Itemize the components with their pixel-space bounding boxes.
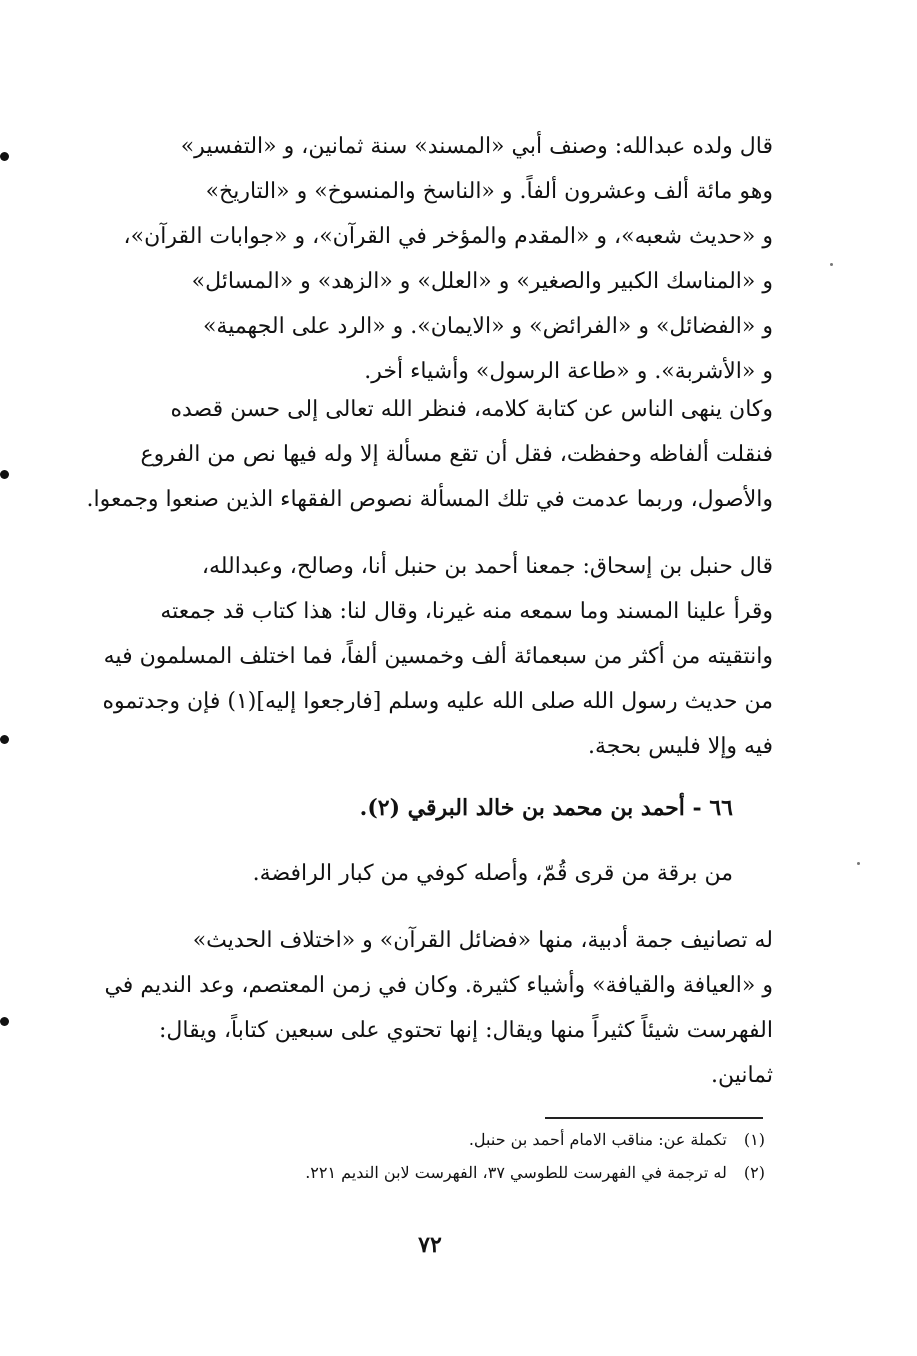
text-line: و «حديث شعبه»، و «المقدم والمؤخر في القرآن»، و «جوابات القرآن»، [123, 224, 773, 249]
binding-hole-mark [0, 152, 9, 161]
text-line: و «العيافة والقيافة» وأشياء كثيرة. وكان في زمن المعتصم، وعد النديم في [104, 973, 773, 998]
footnote-number: (١) [743, 1130, 765, 1149]
entry-heading: ٦٦ - أحمد بن محمد بن خالد البرقي (٢). [359, 795, 733, 821]
text-line: فنقلت ألفاظه وحفظت، فقل أن تقع مسألة إلا وله فيها نص من الفروع [140, 442, 773, 467]
text-line: من حديث رسول الله صلى الله عليه وسلم [فارجعوا إليه](١) فإن وجدتموه [102, 689, 773, 714]
text-line: وقرأ علينا المسند وما سمعه منه غيرنا، وقال لنا: هذا كتاب قد جمعته [160, 599, 773, 624]
text-line: و «الأشربة». و «طاعة الرسول» وأشياء أخر. [364, 359, 773, 384]
footnote-text: تكملة عن: مناقب الامام أحمد بن حنبل. [468, 1130, 727, 1149]
entry-origin: من برقة من قرى قُمّ، وأصله كوفي من كبار الرافضة. [252, 861, 733, 886]
binding-hole-mark [0, 470, 9, 479]
text-line: ثمانين. [710, 1063, 773, 1088]
paper-speck [830, 263, 833, 266]
footnote-text: له ترجمة في الفهرست للطوسي ٣٧، الفهرست لابن النديم ٢٢١. [305, 1163, 727, 1182]
text-line: وكان ينهى الناس عن كتابة كلامه، فنظر الله تعالى إلى حسن قصده [170, 397, 773, 422]
footnote-1 [300, 1123, 765, 1156]
binding-hole-mark [0, 735, 9, 744]
text-line: و «الفضائل» و «الفرائض» و «الايمان». و «الرد على الجهمية» [202, 314, 773, 339]
text-line: قال حنبل بن إسحاق: جمعنا أحمد بن حنبل أنا، وصالح، وعبدالله، [201, 554, 773, 579]
footnote-2 [300, 1156, 765, 1189]
text-line: له تصانيف جمة أدبية، منها «فضائل القرآن» و «اختلاف الحديث» [192, 928, 773, 953]
text-line: قال ولده عبدالله: وصنف أبي «المسند» سنة ثمانين، و «التفسير» [180, 134, 773, 159]
page-number: ٧٢ [418, 1232, 442, 1258]
text-line: والأصول، وربما عدمت في تلك المسألة نصوص الفقهاء الذين صنعوا وجمعوا. [86, 487, 773, 512]
binding-hole-mark [0, 1017, 9, 1026]
paragraph-barqi-works [105, 918, 773, 1098]
footnote-divider [545, 1117, 763, 1119]
paragraph-writing-prohibition [86, 387, 773, 522]
text-line: فيه وإلا فليس بحجة. [587, 734, 773, 759]
text-line: الفهرست شيئاً كثيراً منها ويقال: إنها تحتوي على سبعين كتاباً، ويقال: [158, 1018, 773, 1043]
text-line: وانتقيته من أكثر من سبعمائة ألف وخمسين ألفاً، فما اختلف المسلمون فيه [103, 644, 773, 669]
paper-speck [857, 862, 860, 865]
footnotes [300, 1123, 765, 1189]
paragraph-hanbal-narration [102, 544, 773, 769]
paragraph-works-list [105, 124, 773, 394]
text-line: و «المناسك الكبير والصغير» و «العلل» و «الزهد» و «المسائل» [191, 269, 773, 294]
text-line: وهو مائة ألف وعشرون ألفاً. و «الناسخ والمنسوخ» و «التاريخ» [205, 179, 773, 204]
footnote-number: (٢) [743, 1163, 765, 1182]
